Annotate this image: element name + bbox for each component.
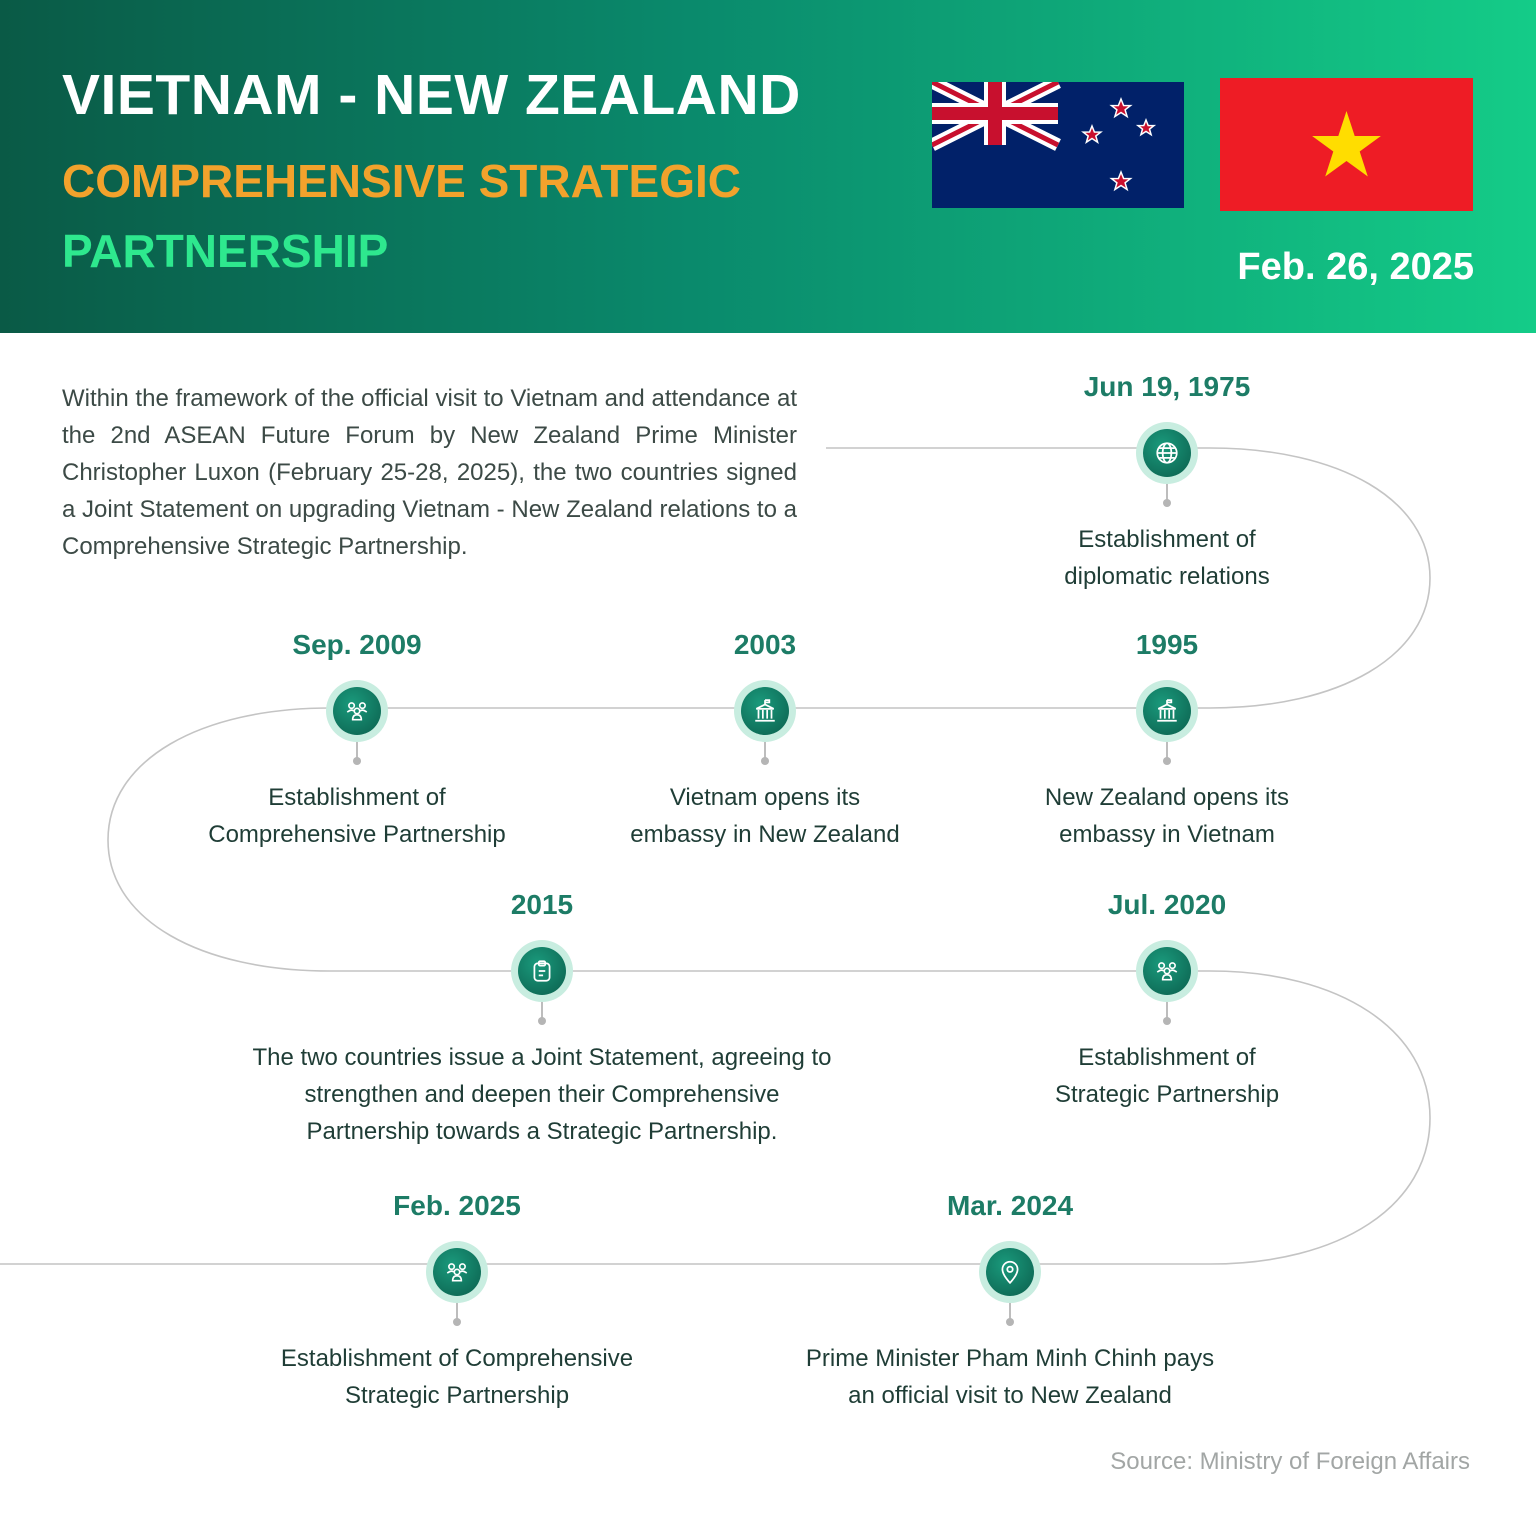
desc-line: Strategic Partnership [1054, 1081, 1280, 1108]
desc-line: an official visit to New Zealand [848, 1382, 1172, 1409]
clipboard-icon [518, 947, 566, 995]
source-note: Source: Ministry of Foreign Affairs [1110, 1448, 1470, 1475]
event-date: Mar. 2024 [946, 1190, 1074, 1221]
subtitle-line-2: PARTNERSHIP [62, 225, 389, 277]
event-description [1007, 779, 1327, 853]
event-description [237, 1340, 677, 1414]
desc-line: Establishment of [268, 784, 446, 811]
embassy-icon [1143, 687, 1191, 735]
intro-paragraph: Within the framework of the official visit to Vietnam and attendance at the 2nd ASEAN Future Forum by New Zealand Prime Minister Christopher Luxon (February 25-28, 2025), the two countries signed a Joint Statement on upgrading Vietnam - New Zealand relations to a Comprehensive Strategic Partnership. [62, 385, 797, 560]
connector-dot [353, 757, 361, 765]
people-icon [433, 1248, 481, 1296]
desc-line: Strategic Partnership [344, 1382, 570, 1409]
embassy-icon [741, 687, 789, 735]
header-date: Feb. 26, 2025 [1237, 246, 1474, 288]
event-date: 2003 [733, 629, 797, 660]
globe-icon [1143, 429, 1191, 477]
event-date: Jul. 2020 [1107, 889, 1227, 920]
event-date: Jun 19, 1975 [1083, 371, 1251, 402]
event-description [167, 779, 547, 853]
people-icon [1143, 947, 1191, 995]
event-date: 1995 [1135, 629, 1199, 660]
event-date: Sep. 2009 [292, 629, 422, 660]
desc-line: Vietnam opens its [669, 784, 861, 811]
event-description [595, 779, 935, 853]
desc-line: The two countries issue a Joint Statement, agreeing to [252, 1044, 832, 1071]
page-title: VIETNAM - NEW ZEALAND [62, 63, 801, 127]
event-description [770, 1340, 1250, 1414]
desc-line: New Zealand opens its [1044, 784, 1290, 811]
event-date: 2015 [510, 889, 574, 920]
connector-dot [1163, 499, 1171, 507]
connector-dot [1006, 1318, 1014, 1326]
subtitle-line-1: COMPREHENSIVE STRATEGIC [62, 155, 741, 207]
connector-dot [1163, 1017, 1171, 1025]
desc-line: Comprehensive Partnership [208, 821, 506, 848]
desc-line: embassy in Vietnam [1059, 821, 1275, 848]
connector-dot [761, 757, 769, 765]
event-description [212, 1039, 872, 1150]
desc-line: Partnership towards a Strategic Partnership. [306, 1118, 778, 1145]
desc-line: strengthen and deepen their Comprehensive [304, 1081, 780, 1108]
people-icon [333, 687, 381, 735]
desc-line: embassy in New Zealand [630, 821, 900, 848]
connector-dot [1163, 757, 1171, 765]
desc-line: Establishment of [1078, 526, 1256, 553]
desc-line: Establishment of Comprehensive [280, 1345, 634, 1372]
connector-dot [453, 1318, 461, 1326]
desc-line: Establishment of [1078, 1044, 1256, 1071]
location-pin-icon [986, 1248, 1034, 1296]
desc-line: diplomatic relations [1064, 563, 1270, 590]
event-description [1007, 1039, 1327, 1113]
desc-line: Prime Minister Pham Minh Chinh pays [805, 1345, 1215, 1372]
event-description [1007, 521, 1327, 595]
event-date: Feb. 2025 [393, 1190, 521, 1221]
connector-dot [538, 1017, 546, 1025]
